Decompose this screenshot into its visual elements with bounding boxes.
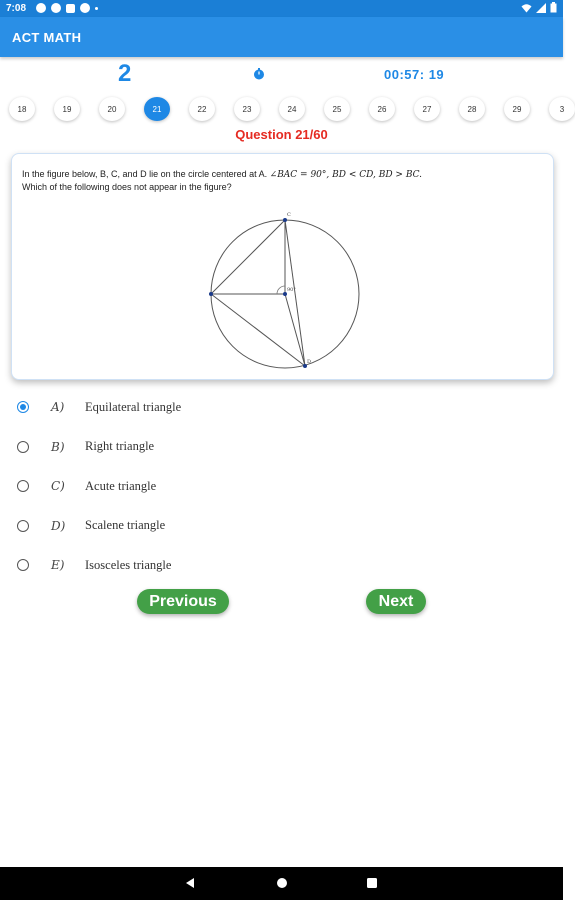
- stopwatch-icon: [253, 68, 265, 80]
- question-nav-item[interactable]: 20: [99, 97, 125, 121]
- segment-ad: [285, 294, 305, 366]
- option-text: Equilateral triangle: [85, 399, 182, 414]
- angle-label: 90°: [287, 287, 296, 293]
- more-notifications-icon: [95, 7, 98, 10]
- segment-bc: [211, 220, 285, 294]
- option-text: Acute triangle: [85, 478, 157, 493]
- circle-figure: [207, 209, 367, 369]
- question-nav-item[interactable]: 29: [504, 97, 530, 121]
- option-text: Right triangle: [85, 439, 155, 453]
- notification-icons: [36, 3, 98, 13]
- wifi-icon: [521, 3, 532, 13]
- segment-bd: [211, 294, 305, 366]
- question-math: ∠BAC = 90°, BD < CD, BD > BC.: [269, 170, 423, 180]
- battery-icon: [550, 2, 557, 13]
- radio-button[interactable]: [17, 480, 29, 492]
- back-icon[interactable]: [184, 877, 196, 889]
- signal-icon: [536, 3, 546, 13]
- option-letter: D): [51, 518, 66, 533]
- status-time: 7:08: [6, 3, 27, 14]
- radio-button[interactable]: [17, 520, 29, 532]
- score-counter: 2: [118, 60, 132, 87]
- radio-button[interactable]: [17, 559, 29, 571]
- system-nav-bar: [0, 867, 563, 900]
- point-d-label: D: [307, 359, 312, 365]
- question-nav-item[interactable]: 23: [234, 97, 260, 121]
- option-text: Scalene triangle: [85, 518, 166, 532]
- system-icons: [521, 2, 557, 13]
- home-icon[interactable]: [276, 877, 288, 889]
- answer-option[interactable]: [17, 396, 317, 418]
- question-nav-item[interactable]: 24: [279, 97, 305, 121]
- notification-circle-icon: [36, 3, 46, 13]
- point-a: [283, 292, 287, 296]
- question-text: [22, 168, 542, 193]
- option-letter: A): [51, 400, 65, 414]
- next-button[interactable]: Next: [366, 589, 426, 614]
- question-text-prefix: In the figure below, B, C, and D lie on the circle centered at A.: [22, 169, 268, 179]
- option-text: Isosceles triangle: [85, 557, 172, 572]
- notification-app-icon: [66, 4, 75, 13]
- answer-option[interactable]: [17, 515, 317, 537]
- question-counter: Question 21/60: [235, 127, 328, 142]
- question-nav-item[interactable]: 18: [9, 97, 35, 121]
- radio-button[interactable]: [17, 401, 29, 413]
- notification-f-icon: [80, 3, 90, 13]
- status-bar: [0, 0, 563, 17]
- point-c: [283, 218, 287, 222]
- countdown-timer: 00:57: 19: [384, 67, 445, 82]
- question-nav-item[interactable]: 28: [459, 97, 485, 121]
- answer-option[interactable]: [17, 436, 317, 458]
- radio-button[interactable]: [17, 441, 29, 453]
- previous-button[interactable]: Previous: [137, 589, 229, 614]
- question-nav-item[interactable]: 25: [324, 97, 350, 121]
- question-nav-item[interactable]: 26: [369, 97, 395, 121]
- recents-icon[interactable]: [366, 877, 378, 889]
- question-nav-item[interactable]: 21: [144, 97, 170, 121]
- option-letter: C): [51, 479, 65, 493]
- answer-option[interactable]: [17, 554, 317, 576]
- question-nav-item[interactable]: 22: [189, 97, 215, 121]
- option-letter: B): [51, 439, 65, 454]
- question-navigator: [0, 97, 563, 123]
- notification-circle-icon: [51, 3, 61, 13]
- app-title: ACT MATH: [12, 30, 82, 45]
- question-text-suffix: Which of the following does not appear in the figure?: [22, 182, 232, 192]
- option-letter: E): [51, 558, 65, 572]
- question-nav-item[interactable]: 27: [414, 97, 440, 121]
- answer-option[interactable]: [17, 475, 317, 497]
- app-bar: [0, 17, 563, 57]
- point-d: [303, 364, 307, 368]
- question-nav-item[interactable]: 19: [54, 97, 80, 121]
- segment-cd: [285, 220, 305, 366]
- question-nav-item[interactable]: 3: [549, 97, 575, 121]
- question-card: [11, 153, 554, 380]
- point-b: [209, 292, 213, 296]
- point-c-label: C: [287, 212, 291, 218]
